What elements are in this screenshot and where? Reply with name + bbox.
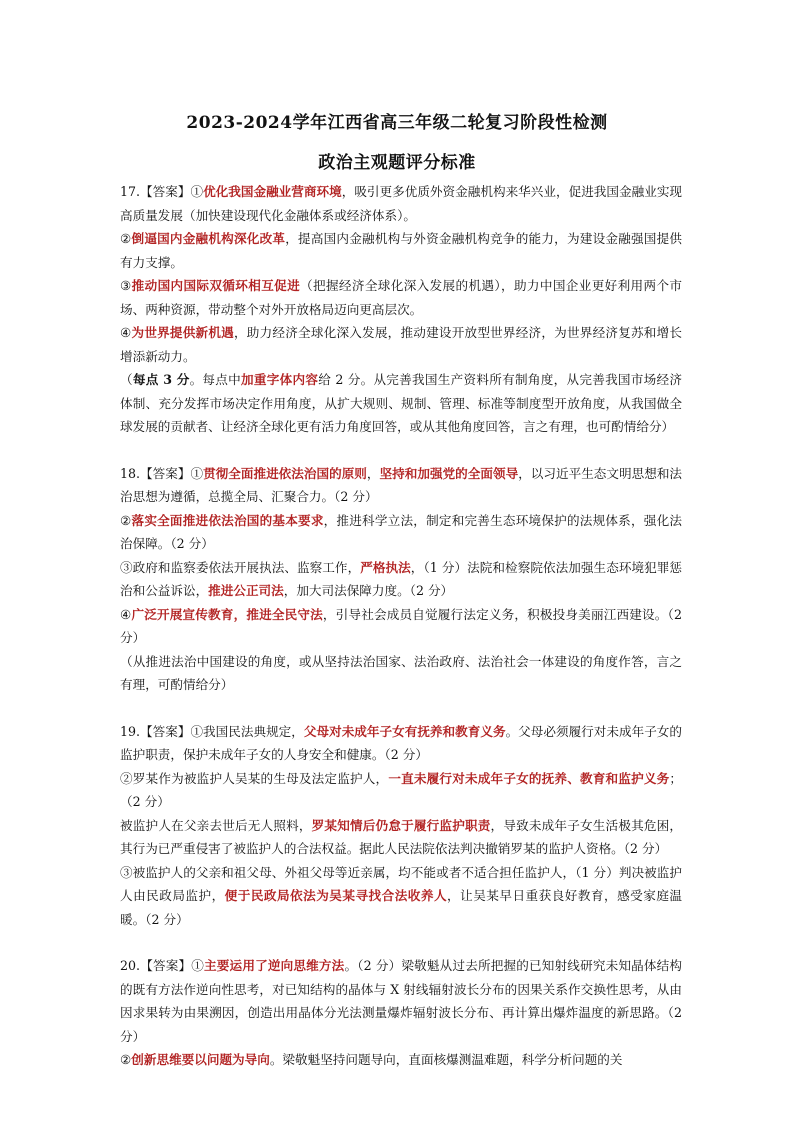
q18-key-4: 广泛开展宣传教育，推进全民守法 xyxy=(131,606,323,622)
q17-point-1: 17.【答案】①优化我国金融业营商环境，吸引更多优质外资金融机构来华兴业，促进我国金融业实现高质量发展（加快建设现代化金融体系或经济体系）。 xyxy=(120,184,683,223)
q17-key-1: 优化我国金融业营商环境 xyxy=(203,184,342,199)
q17-key-2: 倒逼国内金融机构深化改革 xyxy=(131,231,286,246)
q17-key-4: 为世界提供新机遇 xyxy=(131,325,234,340)
q19-key-2: 一直未履行对未成年子女的抚养、教育和监护义务 xyxy=(388,770,670,786)
q17-key-3: 推动国内国际双循环相互促进 xyxy=(131,278,301,293)
section-gap xyxy=(120,697,682,720)
q18-scoring-note: （从推进法治中国建设的角度，或从坚持法治国家、法治政府、法治社会一体建设的角度作答，言之有理，可酌情给分） xyxy=(120,653,682,692)
q19-key-1: 父母对未成年子女有抚养和教育义务 xyxy=(303,723,506,739)
q19-point-2: ②罗某作为被监护人吴某的生母及法定监护人，一直未履行对未成年子女的抚养、教育和监护义务；（2 分） xyxy=(120,770,683,809)
q18-key-3a: 严格执法 xyxy=(360,559,411,575)
q17-point-4: ④为世界提供新机遇，助力经济全球化深入发展，推动建设开放型世界经济，为世界经济复苏和增长增添新动力。 xyxy=(120,325,683,364)
q18-key-3b: 推进公正司法 xyxy=(208,583,284,598)
section-gap xyxy=(120,931,682,954)
q20-point-2: ②创新思维要以问题为导向。梁敬魁坚持问题导向，直面核爆测温难题，科学分析问题的关 xyxy=(120,1052,623,1067)
q20-point-1: 20.【答案】①主要运用了逆向思维方法。（2 分）梁敬魁从过去所把握的已知射线研究未知晶体结构的既有方法作逆向性思考，对已知结构的晶体与 X 射线辐射波长分布的因果关系作交换性思考，从由因求果转为由果溯因，创造出用晶体分光法测量爆炸辐射波长分布、再计算出爆炸温度的新思路。（2 分） xyxy=(120,958,683,1044)
q18-key-1b: 坚持和加强党的全面领导 xyxy=(379,465,519,481)
section-gap xyxy=(120,439,682,462)
q19-point-3: ③被监护人的父亲和祖父母、外祖父母等近亲属，均不能或者不适合担任监护人，（1 分）判决被监护人由民政局监护，便于民政局依法为吴某寻找合法收养人，让吴某早日重获良好教育，感受家庭温暖。（2 分） xyxy=(120,864,683,927)
q19-point-1: 19.【答案】①我国民法典规定，父母对未成年子女有抚养和教育义务。父母必须履行对未成年子女的监护职责，保护未成年子女的人身安全和健康。（2 分） xyxy=(120,723,683,762)
document-title: 2023-2024学年江西省高三年级二轮复习阶段性检测 xyxy=(186,113,608,133)
q20-key-2: 创新思维要以问题为导向 xyxy=(131,1052,270,1067)
q18-point-4: ④广泛开展宣传教育，推进全民守法，引导社会成员自觉履行法定义务，积极投身美丽江西建设。（2 分） xyxy=(120,606,683,645)
q19-point-2-cont: 被监护人在父亲去世后无人照料，罗某知情后仍怠于履行监护职责，导致未成年子女生活极其危困，其行为已严重侵害了被监护人的合法权益。据此人民法院依法判决撤销罗某的监护人资格。（2 分） xyxy=(120,817,683,856)
q17-point-3: ③推动国内国际双循环相互促进（把握经济全球化深入发展的机遇），助力中国企业更好利用两个市场、两种资源，带动整个对外开放格局迈向更高层次。 xyxy=(120,278,683,317)
q18-point-3: ③政府和监察委依法开展执法、监察工作，严格执法，（1 分）法院和检察院依法加强生态环境犯罪惩治和公益诉讼，推进公正司法，加大司法保障力度。（2 分） xyxy=(120,559,683,598)
q18-point-2: ②落实全面推进依法治国的基本要求，推进科学立法，制定和完善生态环境保护的法规体系，强化法治保障。（2 分） xyxy=(120,512,683,551)
q17-point-2: ②倒逼国内金融机构深化改革，提高国内金融机构与外资金融机构竞争的能力，为建设金融强国提供有力支撑。 xyxy=(120,231,683,270)
q18-point-1: 18.【答案】①贯彻全面推进依法治国的原则，坚持和加强党的全面领导，以习近平生态文明思想和法治思想为遵循，总揽全局、汇聚合力。（2 分） xyxy=(120,465,683,504)
q18-key-2: 落实全面推进依法治国的基本要求 xyxy=(131,512,324,528)
q20-key-1: 主要运用了逆向思维方法 xyxy=(204,958,345,973)
document-subtitle: 政治主观题评分标准 xyxy=(318,153,476,173)
answer-content xyxy=(120,180,682,1072)
q18-key-1a: 贯彻全面推进依法治国的原则 xyxy=(203,465,367,481)
q19-key-4: 便于民政局依法为吴某寻找合法收养人 xyxy=(224,888,448,903)
q19-key-3: 罗某知情后仍怠于履行监护职责 xyxy=(311,817,491,833)
q17-scoring-note: （每点 3 分。每点中加重字体内容给 2 分。从完善我国生产资料所有制角度，从完善我国市场经济体制、充分发挥市场决定作用角度，从扩大规则、规制、管理、标准等制度型开放角度，从我国做全球发展的贡献者、让经济全球化更有活力角度回答，或从其他角度回答，言之有理，也可酌情给分） xyxy=(120,372,683,434)
